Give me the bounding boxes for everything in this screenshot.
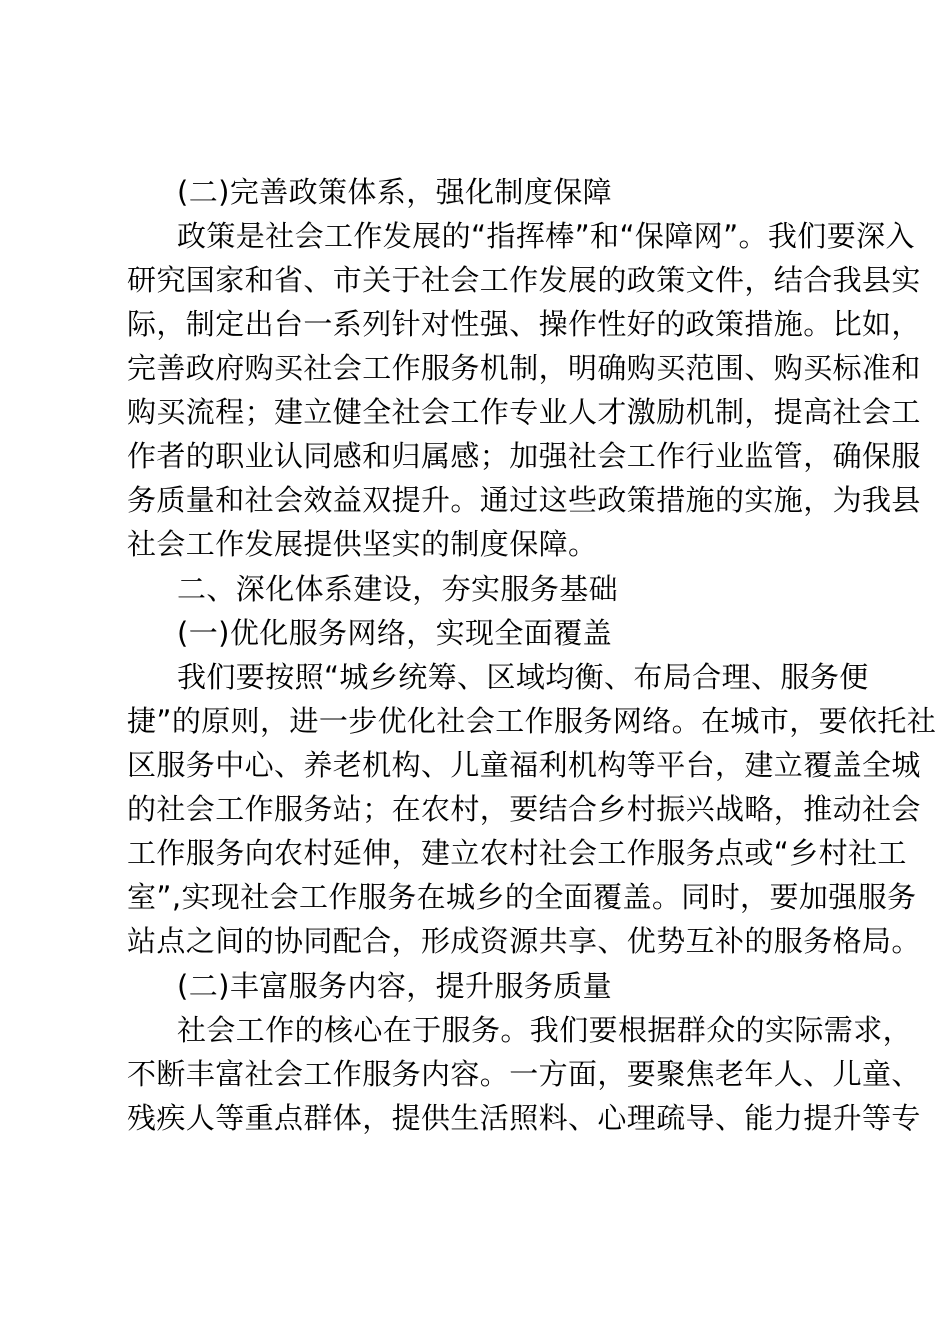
- paragraph-line: 作者的职业认同感和归属感；加强社会工作行业监管，确保服: [127, 439, 921, 473]
- paragraph-line: 研究国家和省、市关于社会工作发展的政策文件，结合我县实: [127, 263, 921, 297]
- paragraph-line: 不断丰富社会工作服务内容。一方面，要聚焦老年人、儿童、: [127, 1057, 921, 1091]
- paragraph-line: 际，制定出台一系列针对性强、操作性好的政策措施。比如，: [127, 307, 921, 341]
- paragraph-line: 区服务中心、养老机构、儿童福利机构等平台，建立覆盖全城: [127, 748, 921, 782]
- paragraph-line: 完善政府购买社会工作服务机制，明确购买范围、购买标准和: [127, 351, 921, 385]
- paragraph-line: 残疾人等重点群体，提供生活照料、心理疏导、能力提升等专: [127, 1101, 921, 1135]
- paragraph-line: 捷”的原则，进一步优化社会工作服务网络。在城市，要依托社: [127, 704, 937, 738]
- section-heading-system: 二、深化体系建设，夯实服务基础: [177, 572, 619, 606]
- section-heading-policy: (二)完善政策体系，强化制度保障: [177, 175, 613, 209]
- paragraph-line: 社会工作发展提供坚实的制度保障。: [127, 527, 598, 561]
- paragraph-line: 我们要按照“城乡统筹、区域均衡、布局合理、服务便: [177, 660, 869, 694]
- paragraph-line: 社会工作的核心在于服务。我们要根据群众的实际需求，: [177, 1013, 913, 1047]
- section-heading-network: (一)优化服务网络，实现全面覆盖: [177, 616, 613, 650]
- paragraph-line: 站点之间的协同配合，形成资源共享、优势互补的服务格局。: [127, 924, 921, 958]
- paragraph-line: 政策是社会工作发展的“指挥棒”和“保障网”。我们要深入: [177, 219, 915, 253]
- paragraph-line: 务质量和社会效益双提升。通过这些政策措施的实施，为我县: [127, 483, 921, 517]
- paragraph-line: 室”,实现社会工作服务在城乡的全面覆盖。同时，要加强服务: [127, 880, 917, 914]
- section-heading-content: (二)丰富服务内容，提升服务质量: [177, 969, 613, 1003]
- paragraph-line: 的社会工作服务站；在农村，要结合乡村振兴战略，推动社会: [127, 792, 921, 826]
- paragraph-line: 工作服务向农村延伸，建立农村社会工作服务点或“乡村社工: [127, 836, 907, 870]
- paragraph-line: 购买流程；建立健全社会工作专业人才激励机制，提高社会工: [127, 395, 921, 429]
